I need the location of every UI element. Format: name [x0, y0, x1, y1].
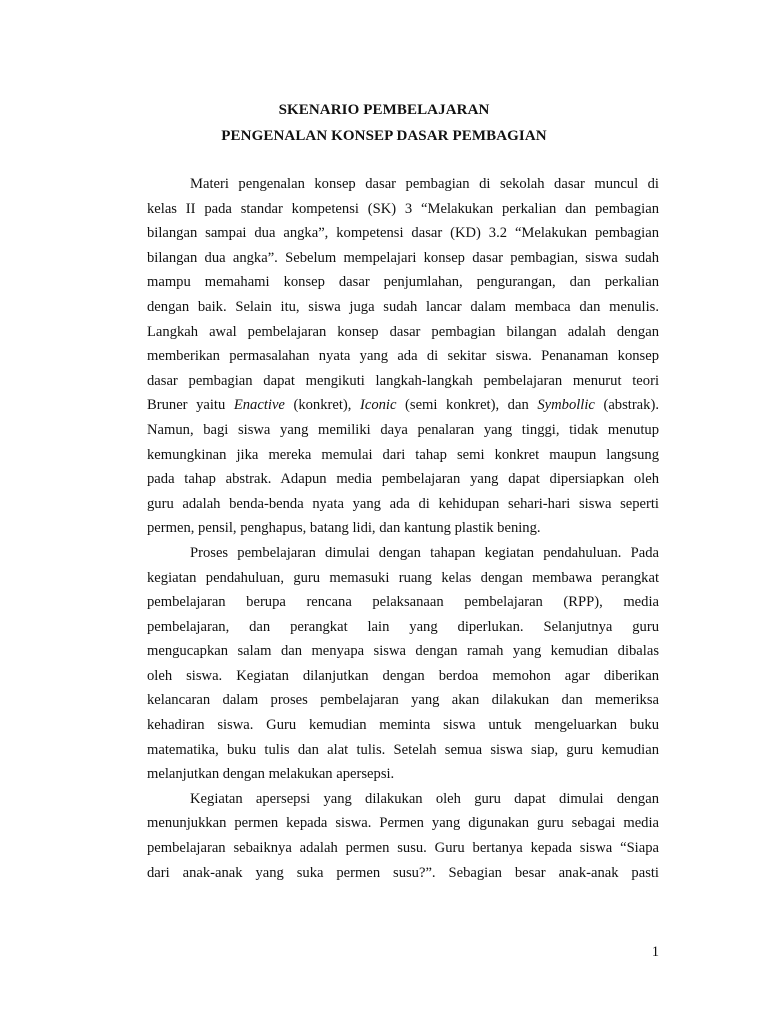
paragraph-line	[147, 811, 659, 836]
paragraph-line	[147, 172, 659, 197]
paragraph-line	[147, 418, 659, 443]
text-run: guru adalah benda-benda nyata yang ada di kehidupan sehari-hari siswa seperti	[147, 495, 659, 512]
text-run: Bruner yaitu	[147, 397, 234, 414]
paragraph-line	[147, 615, 659, 640]
text-run: Langkah awal pembelajaran konsep dasar pembagian bilangan adalah dengan	[147, 323, 659, 340]
text-run: kelas II pada standar kompetensi (SK) 3 “Melakukan perkalian dan pembagian	[147, 200, 659, 217]
text-run: dengan baik. Selain itu, siswa juga sudah lancar dalam membaca dan menulis.	[147, 298, 659, 315]
text-run: pembelajaran berupa rencana pelaksanaan pembelajaran (RPP), media	[147, 594, 659, 611]
page-number: 1	[651, 944, 659, 960]
document-subtitle: PENGENALAN KONSEP DASAR PEMBAGIAN	[221, 128, 547, 144]
text-run: pembelajaran, dan perangkat lain yang diperlukan. Selanjutnya guru	[147, 618, 659, 635]
paragraph-line	[147, 836, 659, 861]
paragraph-line	[147, 787, 659, 812]
text-run: dasar pembagian dapat mengikuti langkah-langkah pembelajaran menurut teori	[147, 372, 659, 389]
paragraph-line	[147, 664, 659, 689]
text-run: kelancaran dalam proses pembelajaran yang akan dilakukan dan memeriksa	[147, 692, 659, 709]
paragraph	[147, 541, 659, 787]
text-run: dari anak-anak yang suka permen susu?”. Sebagian besar anak-anak pasti	[147, 864, 659, 881]
text-run: kegiatan pendahuluan, guru memasuki ruang kelas dengan membawa perangkat	[147, 569, 659, 586]
paragraph-line	[147, 246, 659, 271]
italic-term: Iconic	[360, 397, 397, 414]
italic-term: Enactive	[233, 397, 285, 414]
paragraph-line	[147, 467, 659, 492]
paragraph-line	[147, 590, 659, 615]
paragraph	[147, 172, 659, 541]
paragraph-line	[147, 738, 659, 763]
text-run: (semi konkret), dan	[396, 397, 538, 414]
text-run: Kegiatan apersepsi yang dilakukan oleh guru dapat dimulai dengan	[190, 790, 659, 807]
text-run: mampu memahami konsep dasar penjumlahan, pengurangan, dan perkalian	[147, 274, 659, 291]
text-run: kehadiran siswa. Guru kemudian meminta siswa untuk mengeluarkan buku	[147, 717, 659, 734]
paragraph-line	[147, 762, 659, 787]
text-run: mengucapkan salam dan menyapa siswa dengan ramah yang kemudian dibalas	[147, 643, 659, 660]
paragraph-line	[147, 566, 659, 591]
text-run: Materi pengenalan konsep dasar pembagian di sekolah dasar muncul di	[190, 176, 659, 192]
paragraph-line	[147, 541, 659, 566]
paragraph	[147, 787, 659, 885]
paragraph-line	[147, 197, 659, 222]
text-run: pembelajaran sebaiknya adalah permen susu. Guru bertanya kepada siswa “Siapa	[147, 840, 659, 857]
text-run: bilangan sampai dua angka”, kompetensi dasar (KD) 3.2 “Melakukan pembagian	[147, 225, 659, 242]
paragraph-line	[147, 344, 659, 369]
paragraph-line	[147, 516, 659, 541]
paragraph-line	[147, 639, 659, 664]
text-run: memberikan permasalahan nyata yang ada di sekitar siswa. Penanaman konsep	[147, 348, 659, 365]
paragraph-line	[147, 320, 659, 345]
text-run: matematika, buku tulis dan alat tulis. Setelah semua siswa siap, guru kemudian	[147, 741, 659, 758]
text-run: bilangan dua angka”. Sebelum mempelajari konsep dasar pembagian, siswa sudah	[147, 249, 659, 266]
text-run: Namun, bagi siswa yang memiliki daya penalaran yang tinggi, tidak menutup	[147, 421, 659, 438]
paragraph-line	[147, 369, 659, 394]
paragraph-line	[147, 393, 659, 418]
paragraph-line	[147, 713, 659, 738]
paragraph-line	[147, 221, 659, 246]
text-run: pada tahap abstrak. Adapun media pembelajaran yang dapat dipersiapkan oleh	[147, 471, 659, 488]
text-run: melanjutkan dengan melakukan apersepsi.	[147, 766, 395, 783]
paragraph-line	[147, 270, 659, 295]
document-title: SKENARIO PEMBELAJARAN	[278, 102, 490, 118]
paragraph-line	[147, 443, 659, 468]
text-run: oleh siswa. Kegiatan dilanjutkan dengan berdoa memohon agar diberikan	[147, 667, 659, 684]
paragraph-line	[147, 492, 659, 517]
paragraph-line	[147, 295, 659, 320]
text-run: menunjukkan permen kepada siswa. Permen yang digunakan guru sebagai media	[147, 815, 659, 832]
text-run: Proses pembelajaran dimulai dengan tahapan kegiatan pendahuluan. Pada	[190, 544, 659, 561]
paragraph-line	[147, 688, 659, 713]
paragraph-line	[147, 861, 659, 886]
italic-term: Symbollic	[537, 397, 595, 414]
text-run: permen, pensil, penghapus, batang lidi, dan kantung plastik bening.	[147, 520, 541, 537]
document-body	[147, 172, 659, 885]
text-run: kemungkinan jika mereka memulai dari tahap semi konkret maupun langsung	[147, 446, 659, 463]
text-run: (abstrak).	[594, 397, 659, 414]
text-run: (konkret),	[284, 397, 360, 414]
